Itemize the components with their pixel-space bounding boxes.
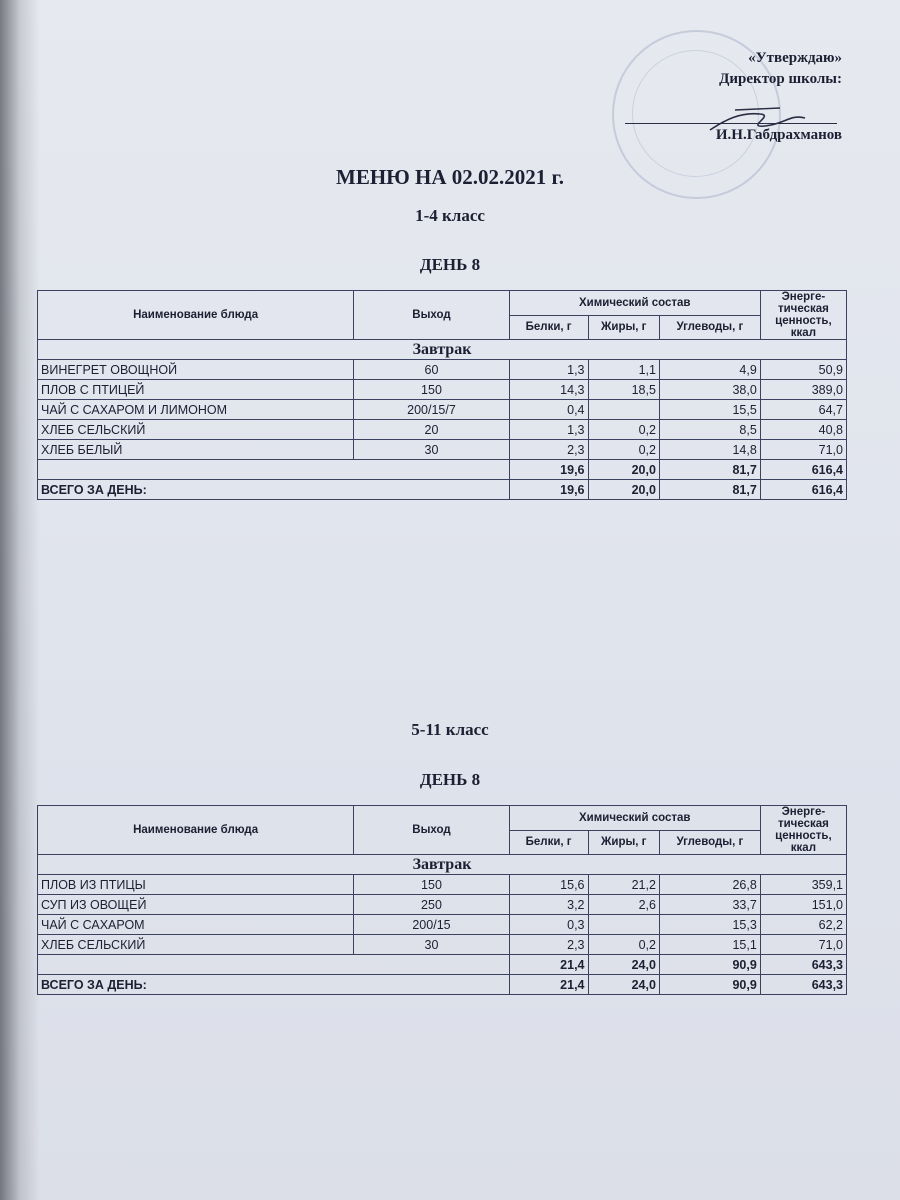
total-carbs: 81,7 <box>659 480 760 500</box>
dish-protein: 15,6 <box>509 875 588 895</box>
dish-name: ХЛЕБ СЕЛЬСКИЙ <box>38 420 354 440</box>
dish-output: 30 <box>354 440 509 460</box>
dish-protein: 0,3 <box>509 915 588 935</box>
dish-protein: 2,3 <box>509 935 588 955</box>
class-label: 1-4 класс <box>415 206 485 225</box>
total-row <box>38 480 847 500</box>
dish-carbs: 8,5 <box>659 420 760 440</box>
col-header-output: Выход <box>354 806 509 855</box>
dish-fat <box>588 400 659 420</box>
meal-label: Завтрак <box>38 855 847 875</box>
dish-fat <box>588 915 659 935</box>
dish-carbs: 15,3 <box>659 915 760 935</box>
table-row <box>38 380 847 400</box>
dish-name: СУП ИЗ ОВОЩЕЙ <box>38 895 354 915</box>
dish-energy: 389,0 <box>760 380 846 400</box>
dish-protein: 0,4 <box>509 400 588 420</box>
dish-carbs: 15,1 <box>659 935 760 955</box>
menu-table <box>37 290 847 500</box>
dish-name: ПЛОВ ИЗ ПТИЦЫ <box>38 875 354 895</box>
total-protein: 19,6 <box>509 480 588 500</box>
dish-name: ЧАЙ С САХАРОМ <box>38 915 354 935</box>
dish-fat: 0,2 <box>588 440 659 460</box>
dish-protein: 1,3 <box>509 420 588 440</box>
dish-output: 200/15/7 <box>354 400 509 420</box>
dish-protein: 1,3 <box>509 360 588 380</box>
dish-output: 200/15 <box>354 915 509 935</box>
dish-output: 150 <box>354 380 509 400</box>
dish-fat: 1,1 <box>588 360 659 380</box>
day-label: ДЕНЬ 8 <box>419 255 481 274</box>
col-header-name: Наименование блюда <box>38 806 354 855</box>
col-header-protein: Белки, г <box>509 830 588 855</box>
dish-carbs: 4,9 <box>659 360 760 380</box>
day-label: ДЕНЬ 8 <box>419 770 481 789</box>
subtotal-row <box>38 955 847 975</box>
subtotal-energy: 616,4 <box>760 460 846 480</box>
dish-carbs: 38,0 <box>659 380 760 400</box>
dish-carbs: 15,5 <box>659 400 760 420</box>
total-carbs: 90,9 <box>659 975 760 995</box>
meal-label: Завтрак <box>38 340 847 360</box>
menu-title: МЕНЮ НА 02.02.2021 г. <box>336 165 564 189</box>
dish-energy: 359,1 <box>760 875 846 895</box>
class-label: 5-11 класс <box>411 720 489 739</box>
dish-protein: 3,2 <box>509 895 588 915</box>
subtotal-carbs: 90,9 <box>659 955 760 975</box>
subtotal-fat: 24,0 <box>588 955 659 975</box>
dish-output: 250 <box>354 895 509 915</box>
approval-block <box>719 48 842 90</box>
dish-name: ПЛОВ С ПТИЦЕЙ <box>38 380 354 400</box>
total-label: ВСЕГО ЗА ДЕНЬ: <box>38 975 510 995</box>
dish-energy: 64,7 <box>760 400 846 420</box>
subtotal-carbs: 81,7 <box>659 460 760 480</box>
dish-fat: 18,5 <box>588 380 659 400</box>
table-row <box>38 915 847 935</box>
subtotal-protein: 21,4 <box>509 955 588 975</box>
col-header-output: Выход <box>354 291 509 340</box>
col-header-chem: Химический состав <box>509 806 760 831</box>
col-header-energy: Энерге-тическая ценность, ккал <box>760 806 846 855</box>
table-row <box>38 935 847 955</box>
table-row <box>38 360 847 380</box>
col-header-name: Наименование блюда <box>38 291 354 340</box>
dish-energy: 71,0 <box>760 440 846 460</box>
col-header-chem: Химический состав <box>509 291 760 316</box>
dish-name: ХЛЕБ СЕЛЬСКИЙ <box>38 935 354 955</box>
total-fat: 20,0 <box>588 480 659 500</box>
subtotal-protein: 19,6 <box>509 460 588 480</box>
table-row <box>38 400 847 420</box>
subtotal-row <box>38 460 847 480</box>
dish-output: 60 <box>354 360 509 380</box>
dish-energy: 62,2 <box>760 915 846 935</box>
dish-output: 150 <box>354 875 509 895</box>
col-header-fat: Жиры, г <box>588 830 659 855</box>
total-energy: 643,3 <box>760 975 846 995</box>
table-row <box>38 875 847 895</box>
dish-energy: 151,0 <box>760 895 846 915</box>
col-header-fat: Жиры, г <box>588 315 659 340</box>
menu-table <box>37 805 847 995</box>
dish-name: ВИНЕГРЕТ ОВОЩНОЙ <box>38 360 354 380</box>
col-header-carbs: Углеводы, г <box>659 830 760 855</box>
dish-energy: 71,0 <box>760 935 846 955</box>
table-row <box>38 420 847 440</box>
subtotal-energy: 643,3 <box>760 955 846 975</box>
total-protein: 21,4 <box>509 975 588 995</box>
dish-energy: 40,8 <box>760 420 846 440</box>
table-row <box>38 440 847 460</box>
total-energy: 616,4 <box>760 480 846 500</box>
dish-name: ЧАЙ С САХАРОМ И ЛИМОНОМ <box>38 400 354 420</box>
dish-output: 30 <box>354 935 509 955</box>
dish-name: ХЛЕБ БЕЛЫЙ <box>38 440 354 460</box>
approval-line-2: Директор школы: <box>719 71 842 87</box>
table-row <box>38 895 847 915</box>
director-name: И.Н.Габдрахманов <box>715 127 842 143</box>
dish-energy: 50,9 <box>760 360 846 380</box>
dish-fat: 0,2 <box>588 420 659 440</box>
dish-fat: 21,2 <box>588 875 659 895</box>
subtotal-label-cell <box>38 460 510 480</box>
signature-line <box>625 123 837 124</box>
dish-carbs: 26,8 <box>659 875 760 895</box>
dish-fat: 0,2 <box>588 935 659 955</box>
total-label: ВСЕГО ЗА ДЕНЬ: <box>38 480 510 500</box>
total-fat: 24,0 <box>588 975 659 995</box>
col-header-energy: Энерге-тическая ценность, ккал <box>760 291 846 340</box>
subtotal-label-cell <box>38 955 510 975</box>
dish-carbs: 33,7 <box>659 895 760 915</box>
dish-output: 20 <box>354 420 509 440</box>
dish-carbs: 14,8 <box>659 440 760 460</box>
dish-fat: 2,6 <box>588 895 659 915</box>
col-header-carbs: Углеводы, г <box>659 315 760 340</box>
approval-line-1: «Утверждаю» <box>748 50 842 66</box>
dish-protein: 2,3 <box>509 440 588 460</box>
total-row <box>38 975 847 995</box>
col-header-protein: Белки, г <box>509 315 588 340</box>
subtotal-fat: 20,0 <box>588 460 659 480</box>
dish-protein: 14,3 <box>509 380 588 400</box>
